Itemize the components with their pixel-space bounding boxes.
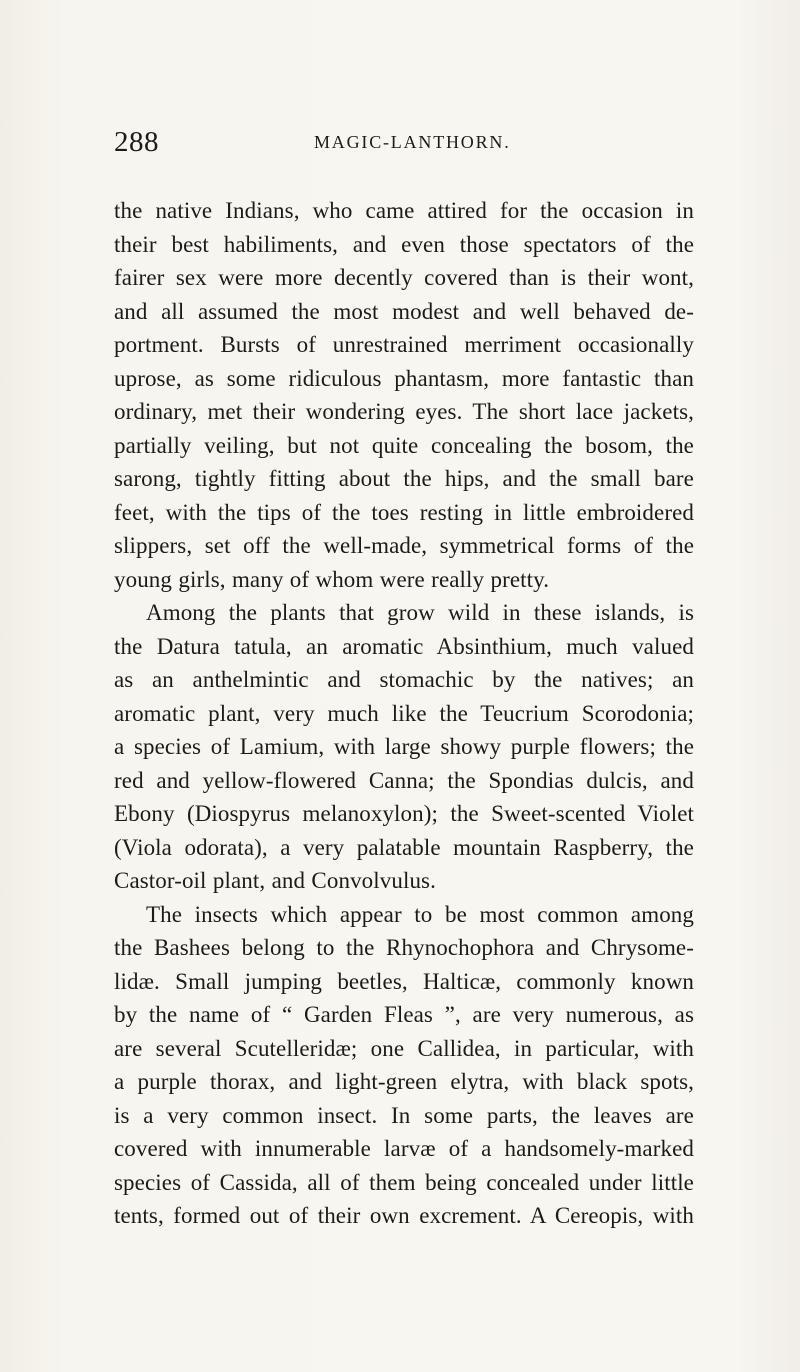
text-line: uprose, as some ridiculous phantasm, more fantastic than <box>114 365 694 391</box>
page-header <box>114 122 694 162</box>
body-text <box>114 194 694 1233</box>
text-line: as an anthelmintic and stomachic by the natives; an <box>114 667 694 692</box>
text-line: Among the plants that grow wild in these islands, is <box>146 600 694 625</box>
text-line: the Datura tatula, an aromatic Absinthium, much valued <box>114 633 694 659</box>
text-line: their best habiliments, and even those spectators of the <box>114 231 694 257</box>
text-line: lidæ. Small jumping beetles, Halticæ, commonly known <box>114 968 694 994</box>
text-line: Castor-oil plant, and Convolvulus. <box>114 868 436 893</box>
text-line: feet, with the tips of the toes resting in little embroidered <box>114 499 694 525</box>
text-line: a species of Lamium, with large showy purple flowers; the <box>114 734 694 759</box>
text-line: are several Scutelleridæ; one Callidea, in particular, with <box>114 1035 694 1061</box>
text-line: fairer sex were more decently covered than is their wont, <box>114 265 694 290</box>
page-number: 288 <box>114 126 159 158</box>
running-head: MAGIC-LANTHORN. <box>314 132 511 152</box>
text-line: young girls, many of whom were really pretty. <box>114 566 550 592</box>
text-line: tents, formed out of their own excrement. A Cereopis, with <box>114 1203 694 1228</box>
text-line: slippers, set off the well-made, symmetrical forms of the <box>114 533 694 558</box>
text-line: covered with innumerable larvæ of a handsomely-marked <box>114 1136 694 1161</box>
text-line: (Viola odorata), a very palatable mountain Raspberry, the <box>114 834 694 860</box>
text-line: species of Cassida, all of them being concealed under little <box>114 1169 694 1195</box>
text-line: a purple thorax, and light-green elytra, with black spots, <box>114 1069 694 1094</box>
text-line: sarong, tightly fitting about the hips, and the small bare <box>114 466 694 491</box>
text-line: the Bashees belong to the Rhynochophora and Chrysome- <box>114 935 694 960</box>
text-line: Ebony (Diospyrus melanoxylon); the Sweet-scented Violet <box>114 801 694 826</box>
text-line: portment. Bursts of unrestrained merriment occasionally <box>114 332 694 357</box>
text-line: red and yellow-flowered Canna; the Spondias dulcis, and <box>114 767 694 793</box>
text-line: is a very common insect. In some parts, the leaves are <box>114 1102 694 1128</box>
text-line: and all assumed the most modest and well behaved de- <box>114 298 694 324</box>
text-line: partially veiling, but not quite concealing the bosom, the <box>114 432 694 458</box>
text-line: the native Indians, who came attired for the occasion in <box>114 198 694 223</box>
text-line: by the name of “ Garden Fleas ”, are very numerous, as <box>114 1002 694 1027</box>
text-line: aromatic plant, very much like the Teucrium Scorodonia; <box>114 700 694 726</box>
text-line: ordinary, met their wondering eyes. The short lace jackets, <box>114 399 694 424</box>
text-line: The insects which appear to be most common among <box>146 901 694 927</box>
